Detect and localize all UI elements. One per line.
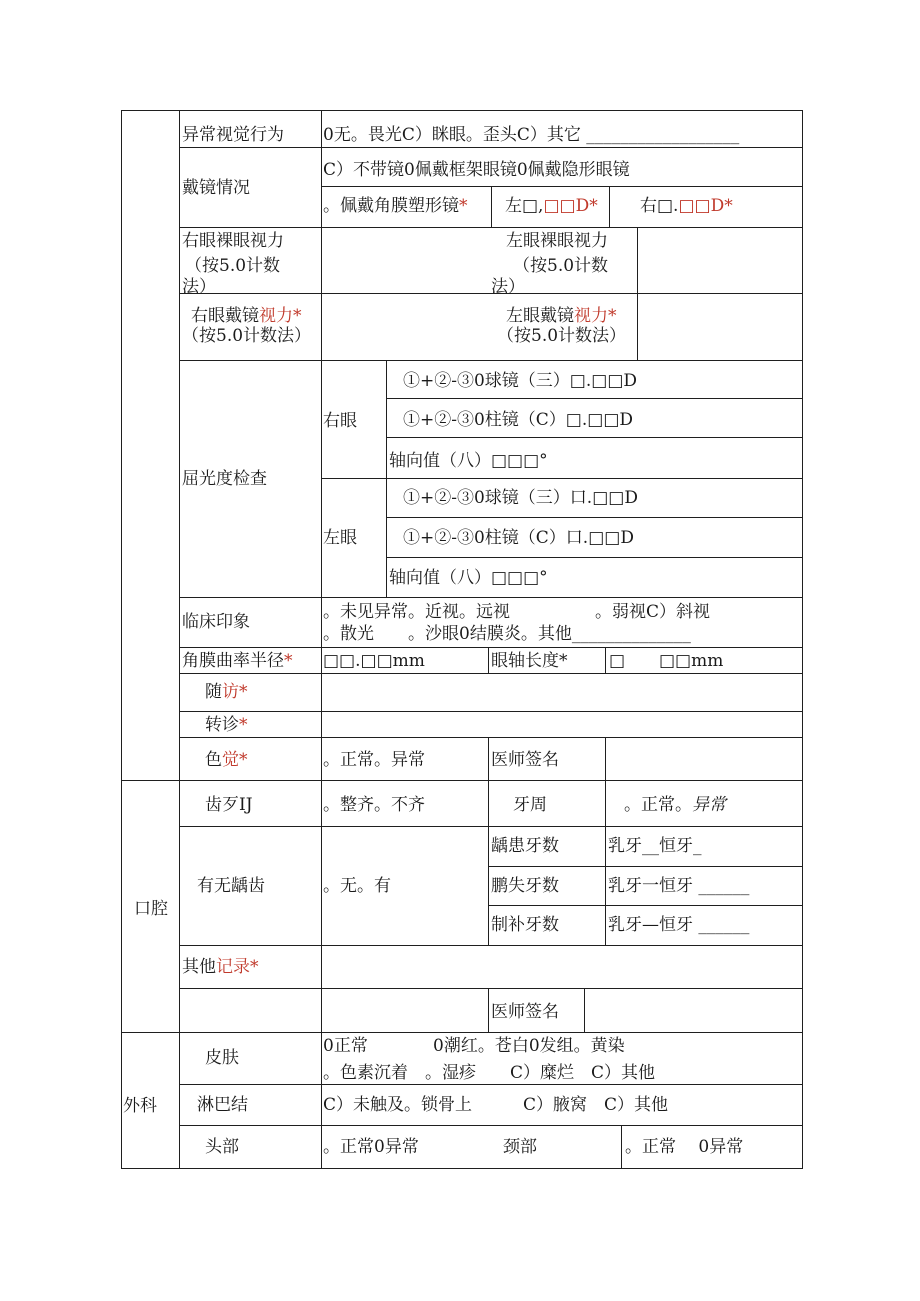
border-bottom <box>121 1168 803 1169</box>
lymph-node-label: 淋巴结 <box>197 1095 248 1115</box>
row-line <box>179 227 803 228</box>
clinical-options-line1b[interactable]: 。弱视C）斜视 <box>595 602 711 622</box>
left-glasses-vision-method: （按5.0计数法） <box>497 326 627 346</box>
row-line <box>321 186 803 187</box>
col-line <box>488 780 489 945</box>
dentition-label: 齿歹IJ <box>205 795 253 815</box>
left-naked-vision-method: （按5.0计数 <box>513 256 609 276</box>
border-right <box>802 110 803 1169</box>
divider-section-col <box>179 110 180 1169</box>
right-naked-vision-method-end: 法） <box>182 277 216 297</box>
col-line <box>491 186 492 227</box>
row-line <box>386 557 803 558</box>
row-line <box>321 478 803 479</box>
dentition-options[interactable]: 。整齐。不齐 <box>323 795 425 815</box>
skin-options-line1b[interactable]: 0潮红。苍白0发组。黄染 <box>433 1036 625 1056</box>
row-line <box>179 147 803 148</box>
surgery-section-label: 外科 <box>123 1096 157 1116</box>
caries-label: 有无龋齿 <box>197 876 265 896</box>
row-line <box>488 866 803 867</box>
head-options[interactable]: 。正常0异常 <box>323 1137 419 1157</box>
col-line <box>386 360 387 597</box>
glasses-label: 戴镜情况 <box>182 178 250 198</box>
row-line <box>488 905 803 906</box>
divider-oral <box>121 780 803 781</box>
border-left <box>121 110 122 1169</box>
right-naked-vision-method: （按5.0计数 <box>185 256 281 276</box>
row-line <box>179 826 803 827</box>
left-axis[interactable]: 轴向值（八）□□□° <box>389 568 548 588</box>
col-line <box>609 186 610 227</box>
decayed-teeth-value[interactable]: 乳牙__恒牙_ <box>608 836 702 856</box>
row-line <box>386 517 803 518</box>
health-exam-form <box>121 110 803 1169</box>
missing-teeth-label: 鹏失牙数 <box>491 876 559 896</box>
clinical-options-line1[interactable]: 。未见异常。近视。远视 <box>323 602 510 622</box>
ortho-k-option[interactable]: 。佩戴角膜塑形镜* <box>323 196 468 216</box>
lymph-node-options[interactable]: C）未触及。锁骨上 C）腋窝 C）其他 <box>323 1095 669 1115</box>
missing-teeth-value[interactable]: 乳牙一恒牙 ______ <box>608 876 750 896</box>
col-line <box>488 737 489 780</box>
skin-label: 皮肤 <box>205 1048 239 1068</box>
row-line <box>179 737 803 738</box>
axial-length-label: 眼轴长度* <box>491 651 568 671</box>
left-eye-label: 左眼 <box>323 528 357 548</box>
left-cylinder[interactable]: ①+②-③0柱镜（C）口.□□D <box>403 528 634 548</box>
row-line <box>179 945 803 946</box>
row-line <box>179 673 803 674</box>
cornea-curvature-value[interactable]: □□.□□mm <box>323 651 425 671</box>
refraction-label: 屈光度检查 <box>182 469 267 489</box>
row-line <box>179 711 803 712</box>
col-line <box>605 737 606 780</box>
row-line <box>179 1125 803 1126</box>
right-naked-vision-label: 右眼裸眼视力 <box>182 231 284 251</box>
glasses-options[interactable]: C）不带镜0佩戴框架眼镜0佩戴隐形眼镜 <box>323 160 630 180</box>
left-naked-vision-label: 左眼裸眼视力 <box>506 231 608 251</box>
row-line <box>179 1084 803 1085</box>
row-line <box>179 647 803 648</box>
clinical-options-line2[interactable]: 。散光 。沙眼0结膜炎。其他______________ <box>323 624 691 644</box>
right-glasses-vision-label: 右眼戴镜视力* <box>191 306 302 326</box>
clinical-impression-label: 临床印象 <box>182 612 250 632</box>
col-line <box>605 780 606 945</box>
left-glasses-vision-label: 左眼戴镜视力* <box>506 306 617 326</box>
col-line <box>637 227 638 360</box>
decayed-teeth-label: 龋患牙数 <box>491 836 559 856</box>
skin-options-line2[interactable]: 。色素沉着 。湿疹 C）糜烂 C）其他 <box>323 1063 656 1083</box>
right-ortho-diopter[interactable]: 右□.□□D* <box>640 196 733 216</box>
divider-label-col <box>321 110 322 1169</box>
left-sphere[interactable]: ①+②-③0球镜（三）口.□□D <box>403 488 638 508</box>
periodontal-label: 牙周 <box>513 795 547 815</box>
right-glasses-vision-method: （按5.0计数法） <box>182 326 312 346</box>
periodontal-options[interactable]: 。正常。异常 <box>624 795 726 815</box>
col-line <box>584 988 585 1032</box>
axial-length-value[interactable]: □□mm <box>659 651 724 671</box>
col-line <box>488 647 489 673</box>
row-line <box>179 988 803 989</box>
left-ortho-diopter[interactable]: 左□,□□D* <box>505 196 598 216</box>
col-line <box>605 647 606 673</box>
color-vision-label: 色觉* <box>205 750 248 770</box>
filled-teeth-label: 制补牙数 <box>491 915 559 935</box>
oral-section-label: 口腔 <box>134 899 168 919</box>
left-naked-vision-method-end: 法） <box>491 277 525 297</box>
col-line <box>621 1125 622 1169</box>
axial-length-box[interactable]: □ <box>609 651 626 671</box>
border-top <box>121 110 803 111</box>
eye-doctor-signature-label: 医师签名 <box>491 750 559 770</box>
right-eye-label: 右眼 <box>323 411 357 431</box>
oral-other-label: 其他记录* <box>182 957 259 977</box>
right-cylinder[interactable]: ①+②-③0柱镜（C）□.□□D <box>403 410 634 430</box>
right-axis[interactable]: 轴向值（八）□□□° <box>389 451 548 471</box>
col-line <box>488 988 489 1032</box>
referral-label: 转诊* <box>205 715 248 735</box>
abnormal-behavior-options[interactable]: 0无。畏光C）眯眼。歪头C）其它 __________________ <box>323 125 740 145</box>
oral-doctor-signature-label: 医师签名 <box>491 1002 559 1022</box>
abnormal-behavior-label: 异常视觉行为 <box>182 125 284 145</box>
row-line <box>386 437 803 438</box>
followup-label: 随访* <box>205 682 248 702</box>
skin-options-line1a[interactable]: 0正常 <box>323 1036 368 1056</box>
head-label: 头部 <box>205 1137 239 1157</box>
right-sphere[interactable]: ①+②-③0球镜（三）□.□□D <box>403 371 638 391</box>
filled-teeth-value[interactable]: 乳牙—恒牙 ______ <box>608 915 750 935</box>
row-line <box>386 398 803 399</box>
neck-label: 颈部 <box>503 1137 537 1157</box>
row-line <box>179 360 803 361</box>
cornea-curvature-label: 角膜曲率半径* <box>182 651 293 671</box>
neck-options[interactable]: 。正常 0异常 <box>625 1137 744 1157</box>
caries-options[interactable]: 。无。有 <box>323 876 391 896</box>
row-line <box>179 597 803 598</box>
divider-surgery <box>121 1032 803 1033</box>
color-vision-options[interactable]: 。正常。异常 <box>323 750 425 770</box>
